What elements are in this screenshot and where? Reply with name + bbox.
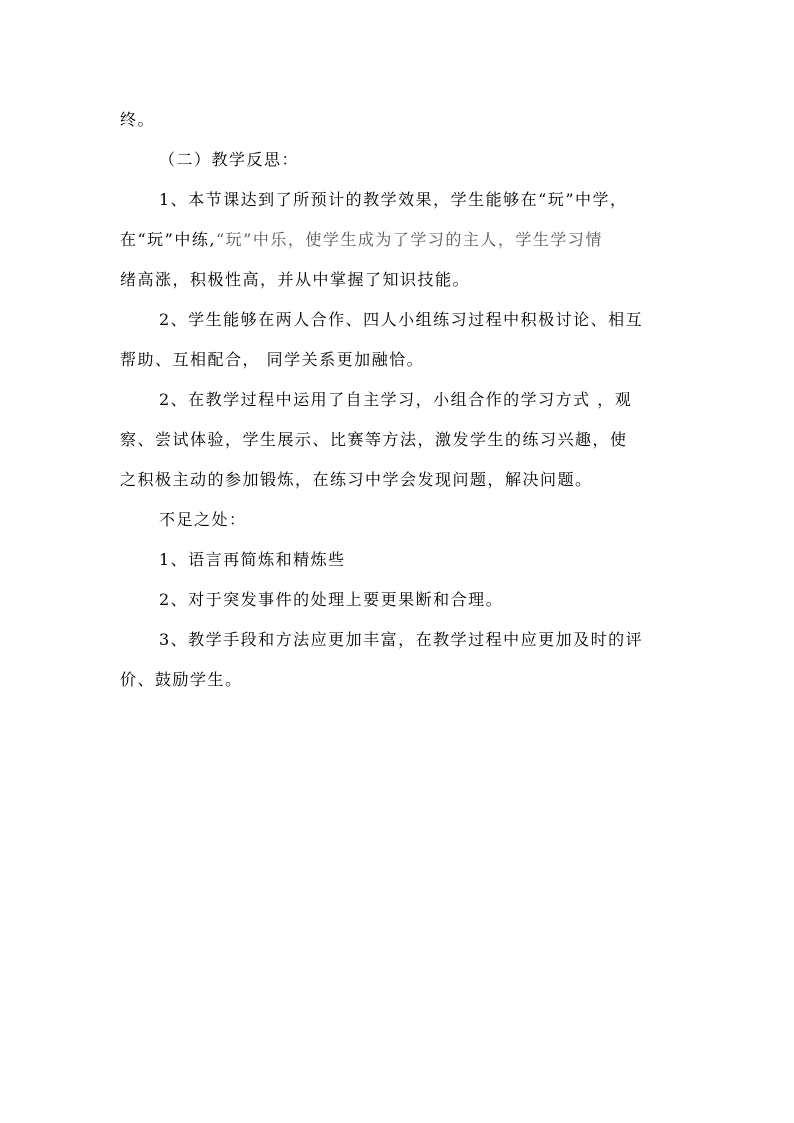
text-segment: 在“玩”中练, bbox=[120, 230, 216, 249]
section-heading-shortcomings: 不足之处： bbox=[159, 510, 247, 529]
paragraph-line: 之积极主动的参加锻炼，在练习中学会发现问题，解决问题。 bbox=[120, 470, 593, 489]
section-heading-reflection: （二）教学反思： bbox=[159, 150, 300, 169]
list-item: 2、对于突发事件的处理上要更果断和合理。 bbox=[159, 590, 504, 609]
document-body bbox=[120, 100, 680, 700]
text-segment: “玩”中乐，使学生成为了学习的主人，学生学习情 bbox=[215, 230, 603, 249]
paragraph-line: 帮助、互相配合， 同学关系更加融恰。 bbox=[120, 350, 425, 369]
paragraph-line: 终。 bbox=[120, 110, 156, 129]
list-item: 3、教学手段和方法应更加丰富，在教学过程中应更加及时的评 bbox=[159, 630, 644, 649]
paragraph-line bbox=[120, 220, 680, 260]
paragraph-line: 2、在教学过程中运用了自主学习，小组合作的学习方式 ，观 bbox=[159, 390, 633, 409]
paragraph-line: 2、学生能够在两人合作、四人小组练习过程中积极讨论、相互 bbox=[159, 310, 644, 329]
paragraph-line: 1、本节课达到了所预计的教学效果，学生能够在“玩”中学， bbox=[159, 190, 628, 209]
paragraph-line: 价、鼓励学生。 bbox=[120, 670, 243, 689]
paragraph-line: 绪高涨，积极性高，并从中掌握了知识技能。 bbox=[120, 270, 471, 289]
paragraph-line: 察、尝试体验，学生展示、比赛等方法，激发学生的练习兴趣，使 bbox=[120, 430, 628, 449]
list-item: 1、语言再简炼和精炼些 bbox=[159, 550, 346, 569]
